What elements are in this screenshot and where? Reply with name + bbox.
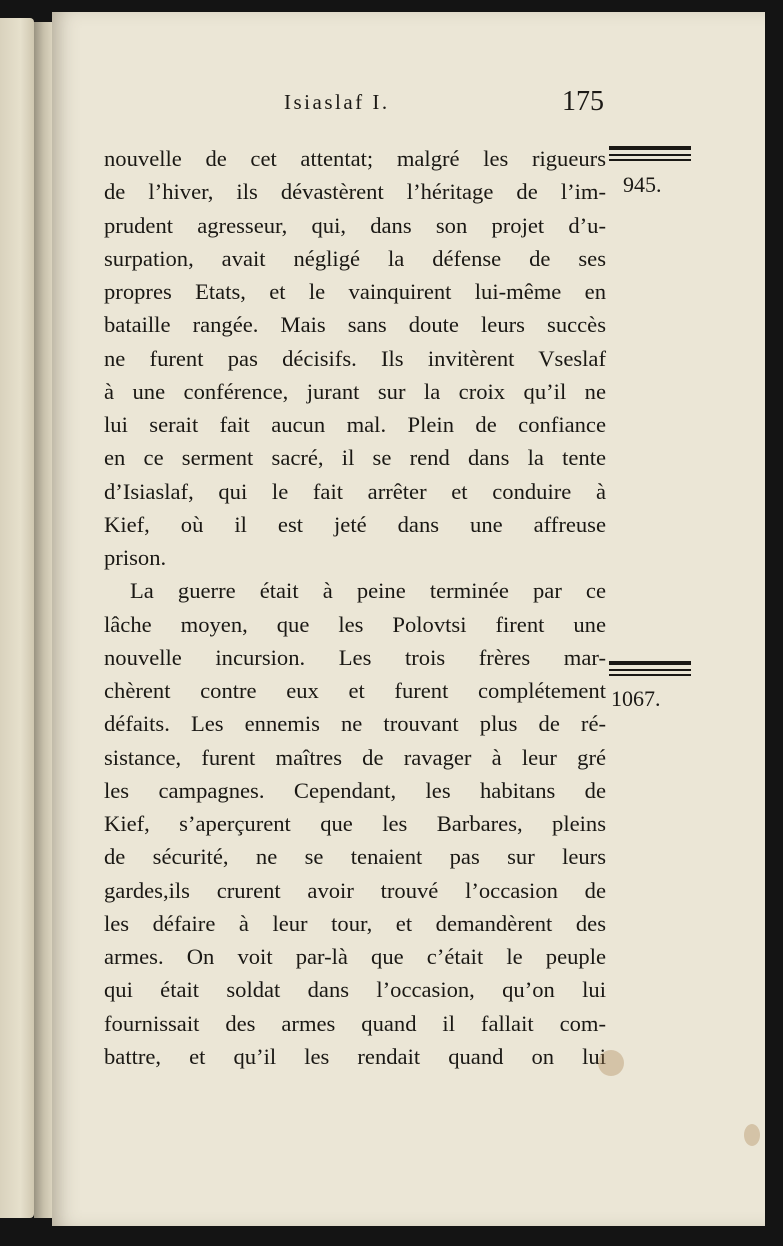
text-line: de l’hiver, ils dévastèrent l’héritage de l’im-: [104, 179, 606, 205]
facing-page-edge: [0, 18, 34, 1218]
text-line: Kief, s’aperçurent que les Barbares, pleins: [104, 811, 606, 836]
margin-year-1067: 1067.: [611, 686, 661, 711]
text-line: de sécurité, ne se tenaient pas sur leurs: [104, 844, 606, 870]
text-line: chèrent contre eux et furent complétement: [104, 678, 606, 703]
margin-rule-thin: [609, 159, 691, 161]
text-line: nouvelle de cet attentat; malgré les rigueurs: [104, 146, 606, 171]
running-head: Isiaslaf I.: [284, 90, 390, 114]
text-line: les défaire à leur tour, et demandèrent des: [104, 910, 606, 936]
text-line: sistance, furent maîtres de ravager à leur gré: [104, 744, 606, 770]
paragraph-1: [104, 142, 606, 574]
text-line: d’Isiaslaf, qui le fait arrêter et conduire à: [104, 478, 606, 504]
margin-rule-thin: [609, 674, 691, 676]
text-line: gardes,ils crurent avoir trouvé l’occasion de: [104, 877, 606, 903]
text-line: lui serait fait aucun mal. Plein de confiance: [104, 412, 606, 437]
text-line: ne furent pas décisifs. Ils invitèrent Vseslaf: [104, 345, 606, 371]
margin-rule: [609, 146, 691, 150]
margin-rule-thin: [609, 154, 691, 156]
text-line: qui était soldat dans l’occasion, qu’on lui: [104, 977, 606, 1003]
foxing-stain: [598, 1050, 624, 1076]
text-line: lâche moyen, que les Polovtsi firent une: [104, 611, 606, 637]
text-line: fournissait des armes quand il fallait com-: [104, 1010, 606, 1036]
text-line: défaits. Les ennemis ne trouvant plus de ré-: [104, 711, 606, 737]
text-line: Kief, où il est jeté dans une affreuse: [104, 511, 606, 537]
text-line: battre, et qu’il les rendait quand on lui: [104, 1043, 606, 1069]
text-line: nouvelle incursion. Les trois frères mar-: [104, 644, 606, 670]
foxing-stain: [744, 1124, 760, 1146]
text-line: surpation, avait négligé la défense de ses: [104, 245, 606, 271]
text-line: armes. On voit par-là que c’était le peuple: [104, 944, 606, 969]
paragraph-2: [104, 574, 606, 1073]
text-line: propres Etats, et le vainquirent lui-même en: [104, 279, 606, 304]
text-line: La guerre était à peine terminée par ce: [130, 578, 606, 604]
text-line: à une conférence, jurant sur la croix qu’il ne: [104, 378, 606, 404]
margin-rule-thin: [609, 669, 691, 671]
text-line: prison.: [104, 545, 167, 570]
body-text: [104, 142, 606, 1073]
text-line: en ce serment sacré, il se rend dans la tente: [104, 445, 606, 471]
text-line: bataille rangée. Mais sans doute leurs succès: [104, 312, 606, 338]
text-line: les campagnes. Cependant, les habitans de: [104, 777, 606, 803]
text-line: prudent agresseur, qui, dans son projet d’u-: [104, 212, 606, 238]
margin-year-945: 945.: [623, 172, 662, 197]
margin-rule: [609, 661, 691, 665]
page-number: 175: [562, 86, 604, 117]
